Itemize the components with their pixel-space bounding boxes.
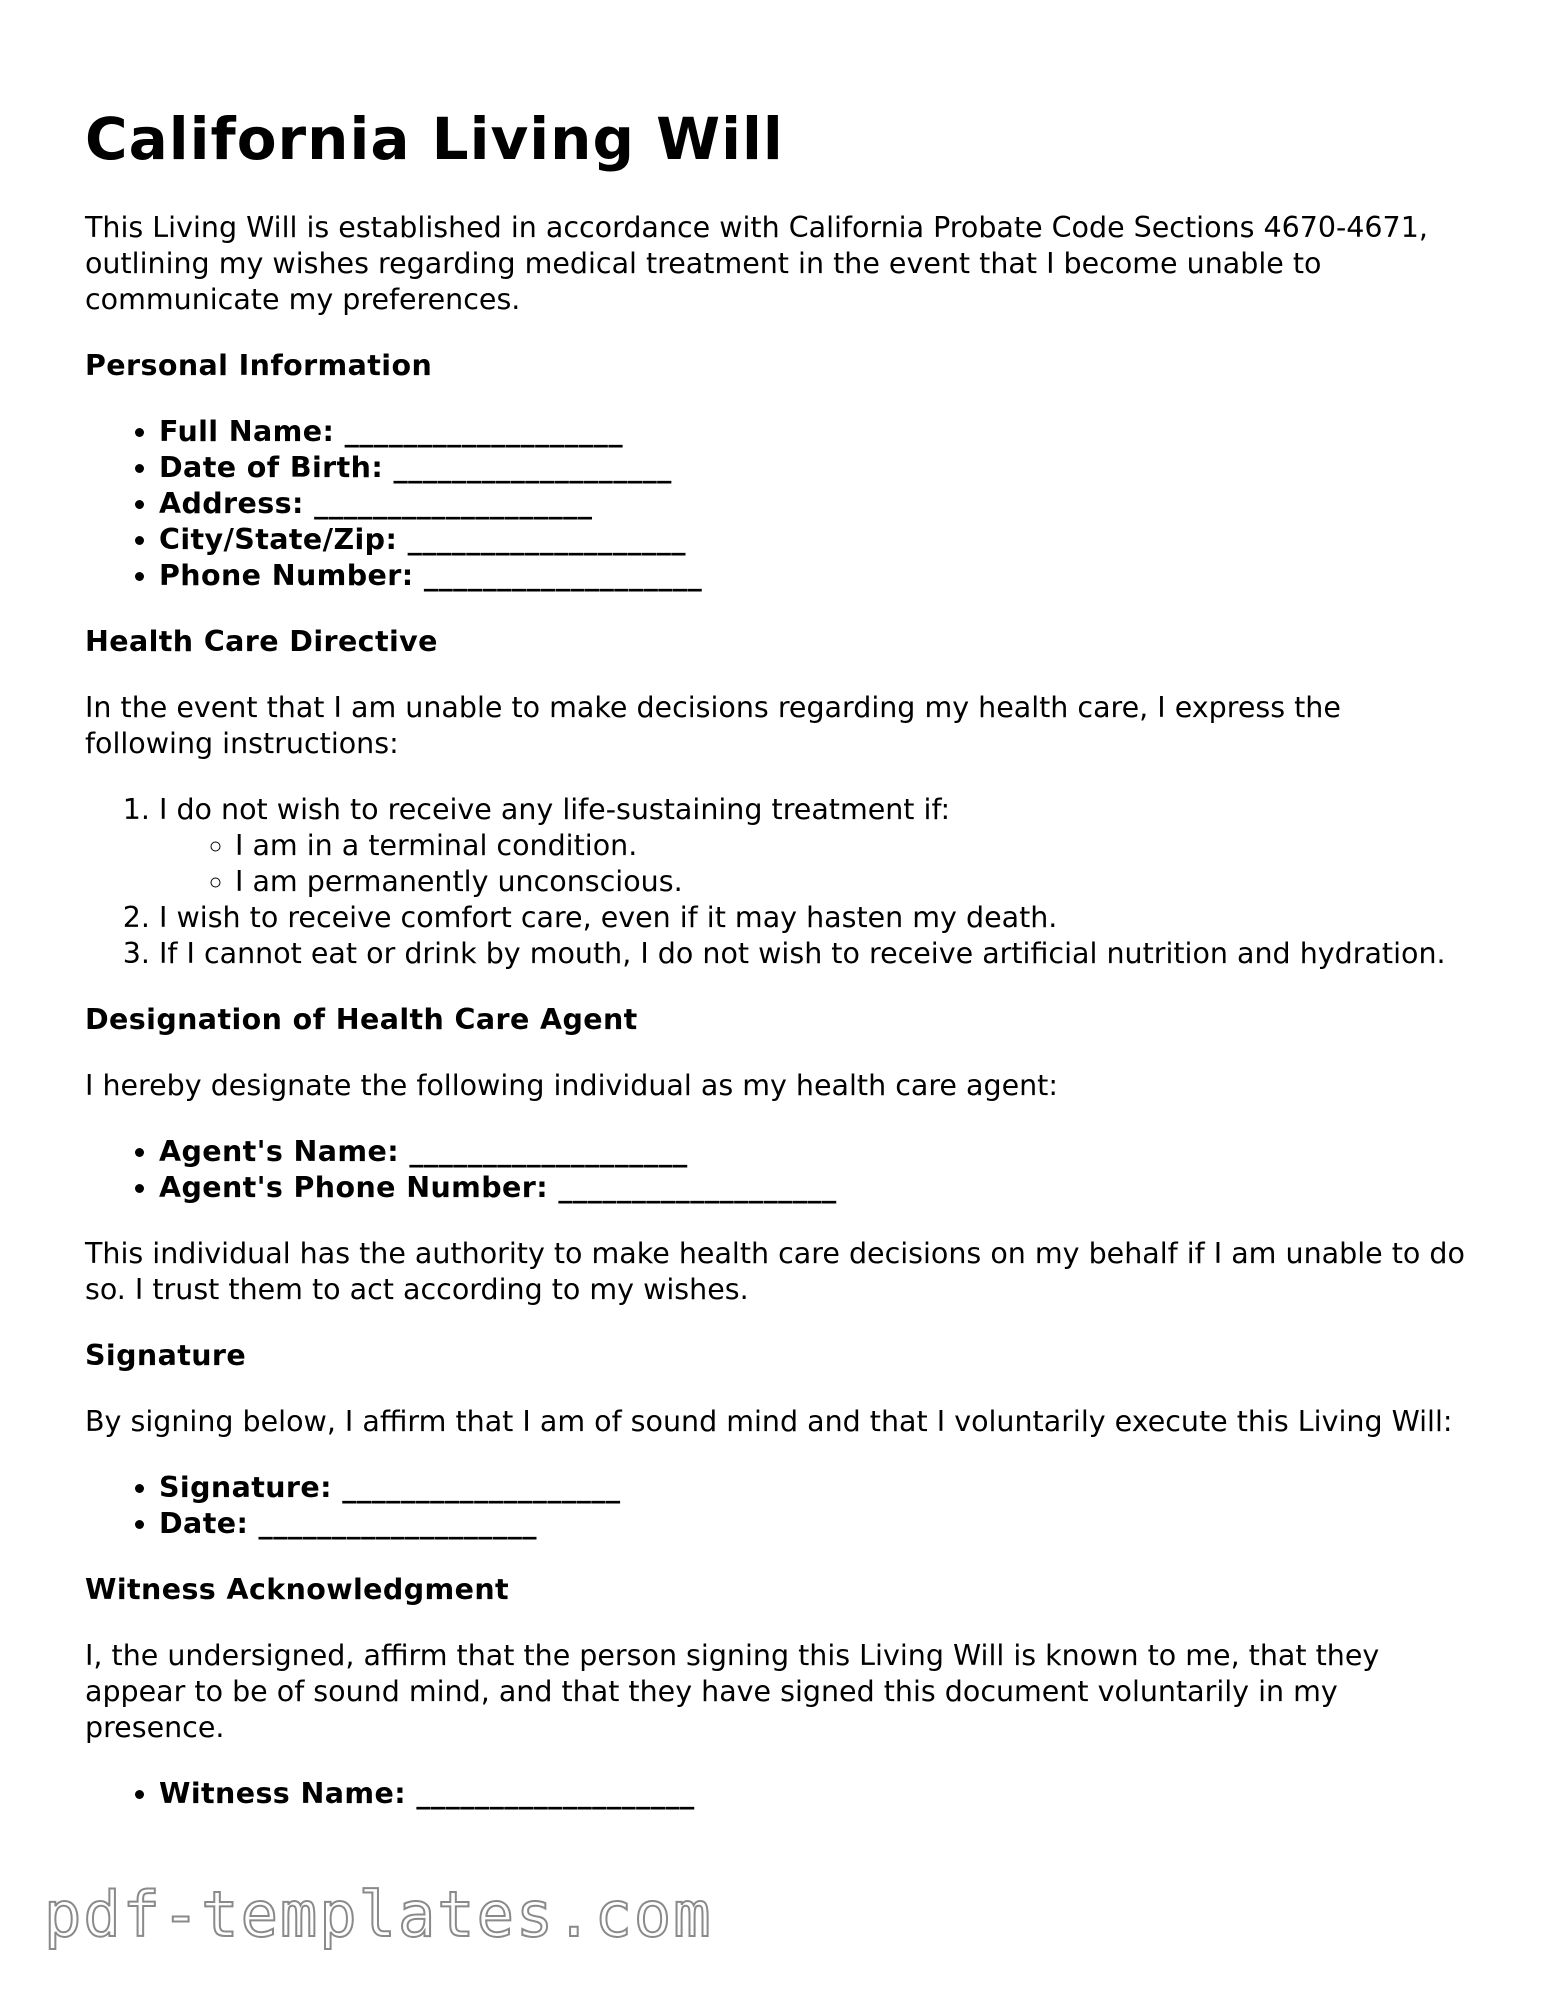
sub-instruction-item: ◦ I am in a terminal condition. — [235, 828, 1465, 864]
directive-heading: Health Care Directive — [85, 625, 438, 658]
signature-date-field: • Date: ___________________ — [159, 1506, 1465, 1542]
directive-instructions — [85, 792, 1465, 972]
address-field: • Address: ___________________ — [159, 486, 1465, 522]
agent-authority-paragraph: This individual has the authority to make health care decisions on my behalf if I am unable to do so. I trust them to act according to my wishes. — [85, 1237, 1465, 1306]
agent-paragraph: I hereby designate the following individual as my health care agent: — [85, 1069, 1058, 1102]
agent-heading: Designation of Health Care Agent — [85, 1003, 638, 1036]
directive-paragraph: In the event that I am unable to make decisions regarding my health care, I express the following instructions: — [85, 691, 1341, 760]
instruction-item: 3. If I cannot eat or drink by mouth, I do not wish to receive artificial nutrition and hydration. — [159, 936, 1465, 972]
signature-heading: Signature — [85, 1339, 247, 1372]
intro-paragraph: This Living Will is established in accordance with California Probate Code Sections 4670-4671, outlining my wishes regarding medical treatment in the event that I become unable to communicate my preferences. — [85, 211, 1428, 316]
phone-number-field: • Phone Number: ___________________ — [159, 558, 1465, 594]
agent-fields — [85, 1134, 1465, 1206]
instruction-text: I do not wish to receive any life-sustaining treatment if: — [159, 793, 951, 826]
witness-paragraph: I, the undersigned, affirm that the person signing this Living Will is known to me, that they appear to be of sound mind, and that they have signed this document voluntarily in my presence. — [85, 1639, 1380, 1744]
signature-paragraph: By signing below, I affirm that I am of sound mind and that I voluntarily execute this Living Will: — [85, 1405, 1453, 1438]
watermark-text: pdf-templates.com — [44, 1878, 713, 1951]
witness-fields — [85, 1776, 1465, 1812]
instruction-item: 2. I wish to receive comfort care, even if it may hasten my death. — [159, 900, 1465, 936]
agent-phone-field: • Agent's Phone Number: ___________________ — [159, 1170, 1465, 1206]
document-page — [85, 104, 1465, 1842]
instruction-item — [159, 792, 1465, 900]
document-title: California Living Will — [85, 105, 784, 173]
sub-instruction-item: ◦ I am permanently unconscious. — [235, 864, 1465, 900]
witness-heading: Witness Acknowledgment — [85, 1573, 510, 1606]
signature-fields — [85, 1470, 1465, 1542]
date-of-birth-field: • Date of Birth: ___________________ — [159, 450, 1465, 486]
city-state-zip-field: • City/State/Zip: ___________________ — [159, 522, 1465, 558]
agent-name-field: • Agent's Name: ___________________ — [159, 1134, 1465, 1170]
personal-info-heading: Personal Information — [85, 349, 433, 382]
witness-name-field: • Witness Name: ___________________ — [159, 1776, 1465, 1812]
signature-field: • Signature: ___________________ — [159, 1470, 1465, 1506]
personal-info-fields — [85, 414, 1465, 594]
instruction-sublist — [159, 828, 1465, 900]
full-name-field: • Full Name: ___________________ — [159, 414, 1465, 450]
